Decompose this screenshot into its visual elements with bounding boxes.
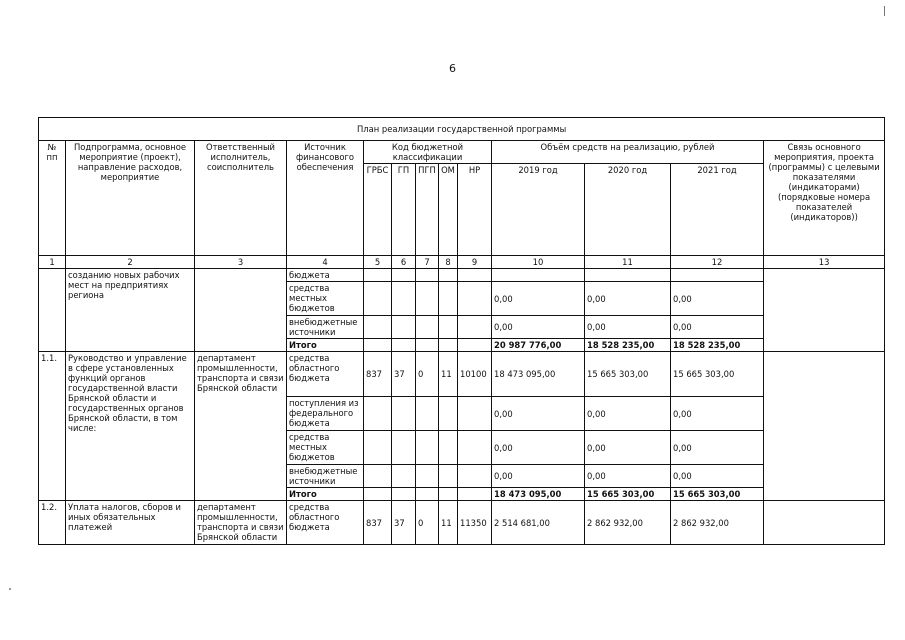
value-2021: 0,00 [671, 282, 764, 316]
total-2019: 20 987 776,00 [492, 339, 585, 352]
header-link: Связь основного мероприятия, проекта (программы) с целевыми показателями (индикаторами) (порядковые номера показателей (индикаторов)) [764, 141, 885, 256]
value-2020 [585, 269, 671, 282]
header-grbs: ГРБС [364, 164, 392, 256]
source-cell: средства областного бюджета [287, 352, 364, 397]
value-2020: 0,00 [585, 465, 671, 488]
source-cell: Итого [287, 339, 364, 352]
row-number: 1.2. [39, 501, 66, 545]
table-row [39, 269, 885, 282]
header-pgp: ПГП [416, 164, 439, 256]
column-number: 5 [364, 256, 392, 269]
value-2021: 15 665 303,00 [671, 352, 764, 397]
source-cell: средства местных бюджетов [287, 431, 364, 465]
subprogram-cell: Уплата налогов, сборов и иных обязательных платежей [66, 501, 195, 545]
column-number: 1 [39, 256, 66, 269]
source-cell: средства областного бюджета [287, 501, 364, 545]
responsible-cell: департамент промышленности, транспорта и связи Брянской области [195, 501, 287, 545]
value-2020: 15 665 303,00 [585, 352, 671, 397]
column-number: 11 [585, 256, 671, 269]
value-2020: 0,00 [585, 282, 671, 316]
header-2020: 2020 год [585, 164, 671, 256]
source-cell: бюджета [287, 269, 364, 282]
table-row [39, 501, 885, 545]
column-number: 8 [439, 256, 458, 269]
grbs-cell: 837 [364, 352, 392, 397]
value-2019 [492, 269, 585, 282]
subprogram-cell: созданию новых рабочих мест на предприятиях региона [66, 269, 195, 352]
header-responsible: Ответственный исполнитель, соисполнитель [195, 141, 287, 256]
gp-cell: 37 [392, 352, 416, 397]
program-plan-table [38, 117, 885, 545]
pgp-cell: 0 [416, 501, 439, 545]
header-om: ОМ [439, 164, 458, 256]
header-gp: ГП [392, 164, 416, 256]
page-number: 6 [449, 62, 456, 75]
value-2019: 0,00 [492, 282, 585, 316]
value-2019: 0,00 [492, 316, 585, 339]
column-number: 10 [492, 256, 585, 269]
column-number: 2 [66, 256, 195, 269]
value-2020: 2 862 932,00 [585, 501, 671, 545]
value-2019: 18 473 095,00 [492, 352, 585, 397]
header-budget-code: Код бюджетной классификации [364, 141, 492, 164]
column-number: 4 [287, 256, 364, 269]
total-2021: 15 665 303,00 [671, 488, 764, 501]
table-row [39, 352, 885, 397]
header-nr: НР [458, 164, 492, 256]
value-2021: 0,00 [671, 431, 764, 465]
column-number: 7 [416, 256, 439, 269]
value-2021: 0,00 [671, 465, 764, 488]
header-num: № пп [39, 141, 66, 256]
value-2019: 0,00 [492, 397, 585, 431]
source-cell: средства местных бюджетов [287, 282, 364, 316]
pgp-cell: 0 [416, 352, 439, 397]
om-cell: 11 [439, 352, 458, 397]
column-number: 3 [195, 256, 287, 269]
subprogram-cell: Руководство и управление в сфере установленных функций органов государственной власти Брянской области и государственных органов Брянской области, в том числе: [66, 352, 195, 501]
source-cell: внебюджетные источники [287, 316, 364, 339]
column-number: 6 [392, 256, 416, 269]
source-cell: поступления из федерального бюджета [287, 397, 364, 431]
value-2019: 0,00 [492, 465, 585, 488]
table-title: План реализации государственной программы [39, 118, 885, 141]
value-2019: 2 514 681,00 [492, 501, 585, 545]
value-2021 [671, 269, 764, 282]
nr-cell: 11350 [458, 501, 492, 545]
column-number: 12 [671, 256, 764, 269]
value-2019: 0,00 [492, 431, 585, 465]
value-2020: 0,00 [585, 397, 671, 431]
header-2021: 2021 год [671, 164, 764, 256]
column-number: 13 [764, 256, 885, 269]
value-2020: 0,00 [585, 316, 671, 339]
header-2019: 2019 год [492, 164, 585, 256]
value-2021: 2 862 932,00 [671, 501, 764, 545]
column-number: 9 [458, 256, 492, 269]
value-2020: 0,00 [585, 431, 671, 465]
grbs-cell: 837 [364, 501, 392, 545]
total-2021: 18 528 235,00 [671, 339, 764, 352]
total-2019: 18 473 095,00 [492, 488, 585, 501]
total-2020: 18 528 235,00 [585, 339, 671, 352]
value-2021: 0,00 [671, 397, 764, 431]
scan-mark [884, 6, 885, 16]
header-subprogram: Подпрограмма, основное мероприятие (проект), направление расходов, мероприятие [66, 141, 195, 256]
header-source: Источник финансового обеспечения [287, 141, 364, 256]
source-cell: внебюджетные источники [287, 465, 364, 488]
nr-cell: 10100 [458, 352, 492, 397]
source-cell: Итого [287, 488, 364, 501]
gp-cell: 37 [392, 501, 416, 545]
header-volume: Объём средств на реализацию, рублей [492, 141, 764, 164]
scan-dot [9, 588, 11, 590]
om-cell: 11 [439, 501, 458, 545]
value-2021: 0,00 [671, 316, 764, 339]
total-2020: 15 665 303,00 [585, 488, 671, 501]
row-number: 1.1. [39, 352, 66, 501]
responsible-cell: департамент промышленности, транспорта и связи Брянской области [195, 352, 287, 501]
column-numbers-row [39, 256, 885, 269]
